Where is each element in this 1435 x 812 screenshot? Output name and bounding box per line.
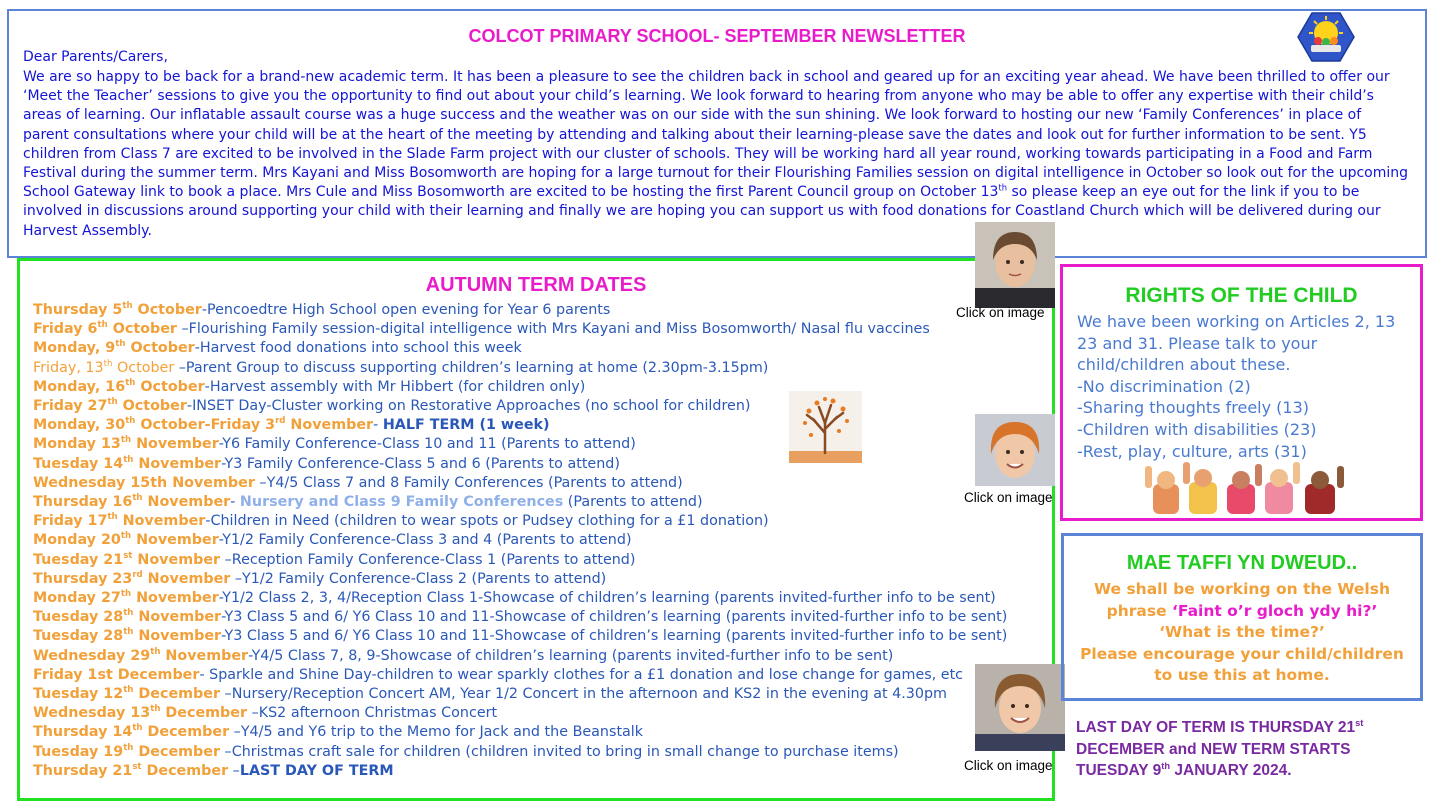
term-event: - Sparkle and Shine Day-children to wear sparkly clothes for a £1 donation and lose change for games, etc bbox=[199, 666, 964, 683]
child-photo-1[interactable] bbox=[975, 222, 1055, 308]
term-date: Monday 27th November bbox=[33, 589, 219, 607]
term-date: Tuesday 14th November bbox=[33, 454, 222, 472]
term-date: Friday 27th October bbox=[33, 397, 187, 415]
term-date: Monday, 30th October-Friday 3rd November bbox=[33, 416, 374, 434]
term-date: Wednesday 15th November bbox=[33, 474, 255, 491]
school-logo-icon bbox=[1297, 12, 1355, 62]
term-date-row bbox=[33, 743, 1043, 762]
term-event: –Y4/5 and Y6 trip to the Memo for Jack and the Beanstalk bbox=[229, 724, 644, 741]
term-date-row bbox=[33, 359, 1043, 378]
term-date-row bbox=[33, 435, 1043, 454]
last-day-notice: LAST DAY OF TERM IS THURSDAY 21st DECEMBER and NEW TERM STARTS TUESDAY 9th JANUARY 2024. bbox=[1076, 717, 1364, 779]
child-photo-image bbox=[975, 222, 1055, 308]
term-event: –Parent Group to discuss supporting children’s learning at home (2.30pm-3.15pm) bbox=[174, 359, 769, 376]
term-event: –Christmas craft sale for children (children invited to bring in small change to purchase items) bbox=[220, 743, 899, 760]
photo-caption-2[interactable]: Click on image bbox=[964, 490, 1053, 505]
term-date: Friday 1st December bbox=[33, 666, 200, 683]
term-date: Tuesday 21st November bbox=[33, 550, 221, 568]
rights-intro: We have been working on Articles 2, 13 23 and 31. Please talk to your child/children about these. bbox=[1077, 312, 1396, 375]
term-date-row bbox=[33, 608, 1043, 627]
welsh-phrase: ‘Faint o’r gloch ydy hi?’ bbox=[1172, 601, 1378, 620]
rights-text bbox=[1077, 311, 1412, 462]
term-date-row bbox=[33, 378, 1043, 397]
term-date-row bbox=[33, 512, 1043, 531]
term-event: – bbox=[228, 762, 240, 779]
term-date-row bbox=[33, 551, 1043, 570]
rights-item: -Children with disabilities (23) bbox=[1077, 419, 1317, 439]
term-dates-list bbox=[33, 301, 1043, 781]
term-date-row bbox=[33, 301, 1043, 320]
term-event: -Harvest food donations into school this week bbox=[194, 340, 522, 357]
term-event: -Y1/2 Class 2, 3, 4/Reception Class 1-Showcase of children’s learning (parents invited-further info to be sent) bbox=[218, 590, 996, 607]
child-photo-image bbox=[975, 414, 1055, 486]
term-event: -Y3 Family Conference-Class 5 and 6 (Parents to attend) bbox=[221, 455, 620, 472]
term-date-row bbox=[33, 320, 1043, 339]
term-date-row bbox=[33, 704, 1043, 723]
term-date: Monday, 16th October bbox=[33, 378, 205, 395]
term-date: Thursday 14th December bbox=[33, 723, 230, 741]
term-event: –Y1/2 Family Conference-Class 2 (Parents to attend) bbox=[230, 570, 607, 587]
rights-item: -Sharing thoughts freely (13) bbox=[1077, 398, 1310, 418]
newsletter-body: We are so happy to be back for a brand-new academic term. It has been a pleasure to see the children back in school and geared up for an exciting year ahead. We have been thrilled to offer our ‘Meet the Teacher’ sessions to give you the opportunity to find out about your child’s learning. We look forward to hearing from anyone who may be able to offer any expertise with their child’s areas of learning. Our inflatable assault course was a huge success and the weather was on our side with the sun shining. We look forward to hosting our new ‘Family Conferences’ in place of parent consultations where your child will be at the heart of the meeting by attending and talking about their learning-please save the dates and look out for further information to be sent. Y5 children from Class 7 are excited to be involved in the Slade Farm project with our cluster of schools. They will be working hard all year round, working towards participating in a Food and Farm Festival during the summer term. Mrs Kayani and Miss Bosomworth are hoping for a large turnout for their Flourishing Families session on digital intelligence in October so look out for the upcoming School Gateway link to book a place. Mrs Cule and Miss Bosomworth are excited to be hosting the first Parent Council group on October 13th so please keep an eye out for the link if you to be involved in discussions around supporting your child with their learning and finally we are hoping you can support us with food donations for Coastland Church which will be delivered during our Harvest Assembly. bbox=[23, 69, 1409, 239]
welsh-encouragement: Please encourage your child/children to use this at home. bbox=[1080, 644, 1404, 684]
term-date-row bbox=[33, 339, 1043, 358]
term-date-row bbox=[33, 570, 1043, 589]
children-raising-hands-icon bbox=[1143, 462, 1348, 514]
autumn-term-title: AUTUMN TERM DATES bbox=[425, 274, 647, 296]
term-date: Tuesday 28th November bbox=[33, 627, 222, 645]
autumn-term-dates-box bbox=[17, 258, 1055, 801]
phrase-translation: ‘What is the time?’ bbox=[1159, 623, 1325, 641]
term-event: -Y3 Class 5 and 6/ Y6 Class 10 and 11-Showcase of children’s learning (parents invited-further info to be sent) bbox=[221, 609, 1008, 626]
term-event: –Flourishing Family session-digital intelligence with Mrs Kayani and Miss Bosomworth/ Nasal flu vaccines bbox=[176, 321, 930, 338]
term-date-row bbox=[33, 762, 1043, 781]
term-date: Friday, 13th October bbox=[33, 358, 175, 376]
term-date: Tuesday 12th December bbox=[33, 685, 221, 703]
term-date-row bbox=[33, 685, 1043, 704]
newsletter-title: COLCOT PRIMARY SCHOOL- SEPTEMBER NEWSLETTER bbox=[468, 26, 966, 46]
rights-item: -Rest, play, culture, arts (31) bbox=[1077, 441, 1307, 461]
term-date-row bbox=[33, 589, 1043, 608]
term-event: -Pencoedtre High School open evening for Year 6 parents bbox=[201, 302, 611, 318]
term-event: -Harvest assembly with Mr Hibbert (for children only) bbox=[204, 378, 586, 395]
term-date: Wednesday 13th December bbox=[33, 704, 248, 722]
term-event-highlight: HALF TERM (1 week) bbox=[382, 417, 550, 434]
term-date: Thursday 16th November bbox=[33, 493, 231, 511]
term-date-row bbox=[33, 474, 1043, 493]
photo-caption-3[interactable]: Click on image bbox=[964, 758, 1053, 773]
term-event: -Y1/2 Family Conference-Class 3 and 4 (Parents to attend) bbox=[218, 532, 632, 549]
term-date-row bbox=[33, 647, 1043, 666]
term-date-row bbox=[33, 627, 1043, 646]
photo-caption-1[interactable]: Click on image bbox=[956, 305, 1045, 320]
term-date-row bbox=[33, 416, 1043, 435]
term-event-note: (Parents to attend) bbox=[563, 494, 703, 511]
term-event-highlight: Nursery and Class 9 Family Conferences bbox=[239, 494, 564, 511]
term-event: -Y3 Class 5 and 6/ Y6 Class 10 and 11-Showcase of children’s learning (parents invited-further info to be sent) bbox=[221, 628, 1008, 645]
term-event-highlight: LAST DAY OF TERM bbox=[239, 762, 394, 779]
rights-of-child-box bbox=[1060, 264, 1423, 521]
term-event: -Children in Need (children to wear spots or Pudsey clothing for a £1 donation) bbox=[205, 513, 769, 530]
term-event: -Y6 Family Conference-Class 10 and 11 (Parents to attend) bbox=[218, 436, 636, 453]
term-event: - bbox=[230, 494, 240, 511]
child-photo-2[interactable] bbox=[975, 414, 1055, 486]
term-event: -INSET Day-Cluster working on Restorative Approaches (no school for children) bbox=[186, 398, 751, 415]
term-date-row bbox=[33, 493, 1043, 512]
term-event: –KS2 afternoon Christmas Concert bbox=[247, 705, 498, 722]
term-date: Friday 17th November bbox=[33, 512, 206, 530]
term-event: -Y4/5 Class 7, 8, 9-Showcase of children’s learning (parents invited-further info to be sent) bbox=[248, 647, 894, 664]
rights-title: RIGHTS OF THE CHILD bbox=[1125, 284, 1358, 307]
term-date: Thursday 21st December bbox=[33, 762, 229, 779]
welsh-phrase-text: We shall be working on the Welsh phrase ‘Faint o’r gloch ydy hi?’ ‘What is the time?’ Please encourage your child/children to use this at home. bbox=[1080, 580, 1404, 684]
term-date: Thursday 23rd November bbox=[33, 570, 231, 587]
term-date-row bbox=[33, 723, 1043, 742]
greeting: Dear Parents/Carers, bbox=[23, 49, 168, 65]
term-event: –Reception Family Conference-Class 1 (Parents to attend) bbox=[220, 551, 636, 568]
child-photo-3[interactable] bbox=[975, 664, 1065, 751]
term-date: Tuesday 28th November bbox=[33, 608, 222, 626]
term-date: Monday 20th November bbox=[33, 531, 219, 549]
child-photo-image bbox=[975, 664, 1065, 751]
term-date: Friday 6th October bbox=[33, 320, 177, 338]
term-event: –Y4/5 Class 7 and 8 Family Conferences (Parents to attend) bbox=[254, 474, 683, 491]
term-date-row bbox=[33, 666, 1043, 685]
term-date: Tuesday 19th December bbox=[33, 742, 221, 760]
welsh-phrase-box bbox=[1061, 533, 1423, 701]
autumn-tree-icon bbox=[789, 391, 862, 463]
term-event: –Nursery/Reception Concert AM, Year 1/2 Concert in the afternoon and KS2 in the evening at 4.30pm bbox=[220, 686, 947, 703]
term-date: Thursday 5th October bbox=[33, 301, 202, 318]
term-date-row bbox=[33, 397, 1043, 416]
term-date: Wednesday 29th November bbox=[33, 646, 249, 664]
rights-item: -No discrimination (2) bbox=[1077, 376, 1251, 396]
term-date: Monday 13th November bbox=[33, 435, 219, 453]
term-date-row bbox=[33, 531, 1043, 550]
term-event: - bbox=[373, 417, 383, 434]
welsh-phrase-title: MAE TAFFI YN DWEUD.. bbox=[1126, 552, 1358, 574]
newsletter-intro-box bbox=[7, 9, 1427, 258]
term-date: Monday, 9th October bbox=[33, 339, 195, 357]
term-date-row bbox=[33, 455, 1043, 474]
